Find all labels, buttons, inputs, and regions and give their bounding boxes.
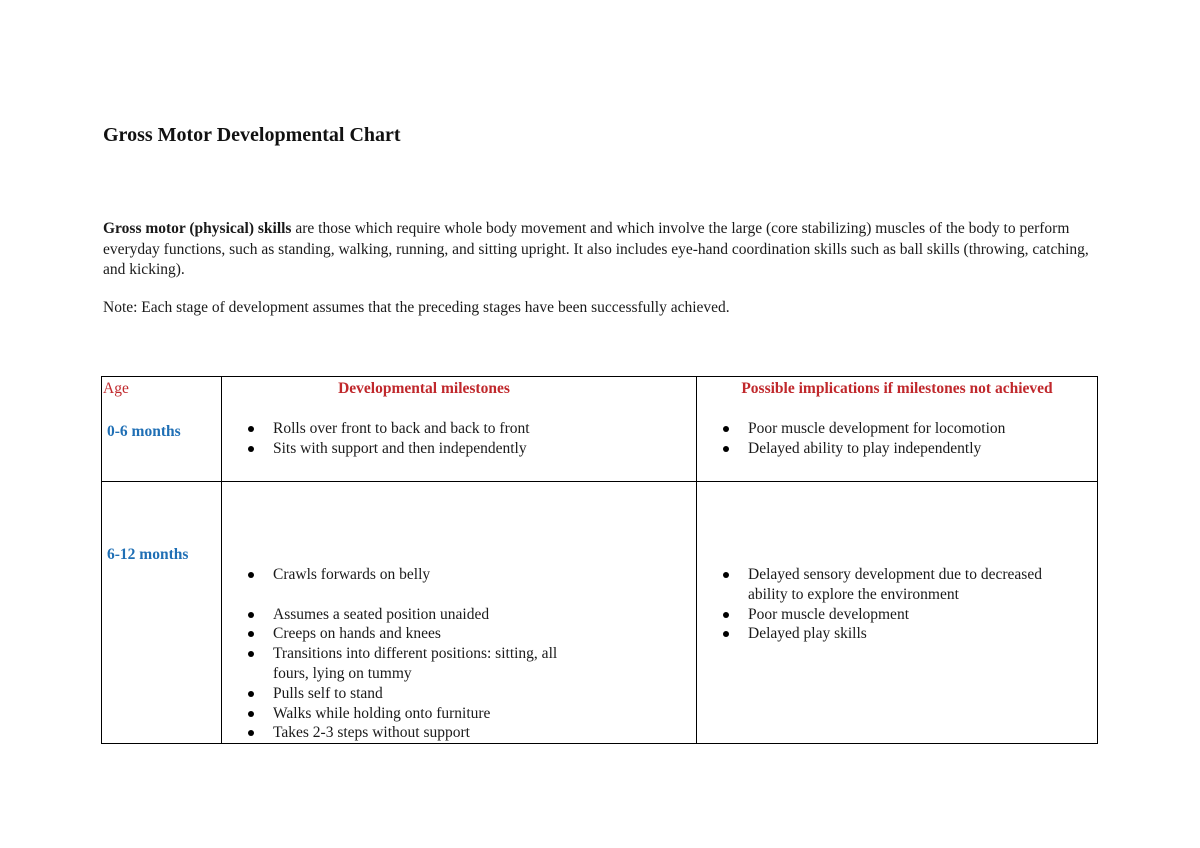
list-item: Pulls self to stand <box>248 684 696 704</box>
list-item: Transitions into different positions: sitting, all fours, lying on tummy <box>248 644 593 684</box>
list-item: Rolls over front to back and back to front <box>248 419 696 439</box>
implications-cell-0-6 <box>697 377 1098 482</box>
implications-list-6-12 <box>697 565 1097 644</box>
intro-bold-lead: Gross motor (physical) skills <box>103 220 292 237</box>
page-title: Gross Motor Developmental Chart <box>103 124 401 146</box>
list-item: Walks while holding onto furniture <box>248 704 696 724</box>
list-item: Crawls forwards on belly <box>248 565 696 585</box>
implications-header: Possible implications if milestones not achieved <box>741 380 1053 397</box>
age-label-6-12: 6-12 months <box>107 546 189 563</box>
age-cell-6-12 <box>102 482 222 744</box>
table-row-0-6 <box>102 377 1098 482</box>
age-header: Age <box>103 380 129 397</box>
list-item: Poor muscle development <box>723 605 1097 625</box>
age-cell-0-6 <box>102 377 222 482</box>
list-item: Assumes a seated position unaided <box>248 605 696 625</box>
milestones-cell-0-6 <box>222 377 697 482</box>
list-item: Creeps on hands and knees <box>248 624 696 644</box>
table-row-6-12 <box>102 482 1098 744</box>
milestones-table <box>101 376 1098 744</box>
list-item: Poor muscle development for locomotion <box>723 419 1097 439</box>
list-item: Delayed sensory development due to decreased ability to explore the environment <box>723 565 1078 605</box>
list-item: Delayed ability to play independently <box>723 439 1097 459</box>
list-item: Delayed play skills <box>723 624 1097 644</box>
list-item: Sits with support and then independently <box>248 439 696 459</box>
implications-list-0-6 <box>697 419 1097 459</box>
milestones-list-0-6 <box>222 419 696 459</box>
milestones-cell-6-12 <box>222 482 697 744</box>
note-text: Note: Each stage of development assumes that the preceding stages have been successfully achieved. <box>103 299 730 316</box>
intro-text: are those which require whole body movement and which involve the large (core stabilizing) muscles of the body to perform everyday functions, such as standing, walking, running, and sitting upright. It also includes eye-hand coordination skills such as ball skills (throwing, catching, and kicking). <box>103 220 1089 278</box>
list-item: Takes 2-3 steps without support <box>248 723 696 743</box>
milestones-header: Developmental milestones <box>338 380 510 397</box>
intro-paragraph <box>103 219 1103 281</box>
milestones-list-6-12 <box>222 565 696 743</box>
implications-cell-6-12 <box>697 482 1098 744</box>
age-label-0-6: 0-6 months <box>107 422 181 440</box>
